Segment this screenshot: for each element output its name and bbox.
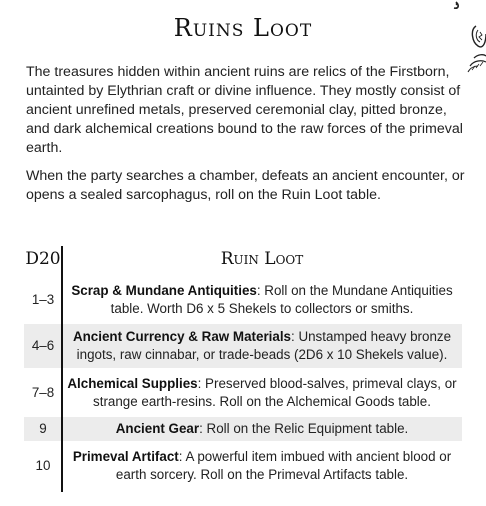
result-cell	[62, 417, 462, 441]
roll-cell: 10	[35, 458, 51, 473]
table-row	[24, 417, 462, 441]
roll-cell: 1–3	[31, 291, 55, 307]
result-name: Ancient Gear	[115, 421, 200, 436]
roll-cell: 9	[39, 421, 47, 436]
intro-text-2: When the party searches a chamber, defeats an ancient encounter, or opens a sealed sarcophagus, roll on the Ruin Loot table.	[26, 168, 465, 203]
result-text: : Unstamped heavy bronze ingots, raw cinnabar, or trade-beads (2D6 x 10 Shekels value).	[76, 329, 452, 362]
result-name: Primeval Artifact	[72, 449, 179, 464]
table-row	[24, 324, 462, 368]
result-text: : Preserved blood-salves, primeval clays, or strange earth-resins. Roll on the Alchemical Goods table.	[93, 375, 457, 409]
ruin-loot-table	[24, 243, 462, 487]
result-name: Scrap & Mundane Antiquities	[71, 282, 257, 298]
header-roll: D20	[25, 249, 61, 269]
result-cell	[62, 325, 462, 367]
header-result: Ruin Loot	[220, 249, 304, 269]
table-header	[24, 243, 462, 275]
result-cell	[62, 372, 462, 414]
table-row	[24, 445, 462, 487]
table-row	[24, 279, 462, 320]
roll-cell: 4–6	[31, 338, 55, 353]
result-name: Ancient Currency & Raw Materials	[72, 329, 291, 344]
intro-paragraph-2	[26, 167, 470, 205]
result-text: : Roll on the Mundane Antiquities table. Worth D6 x 5 Shekels to collectors or smiths.	[110, 282, 453, 316]
result-text: : Roll on the Relic Equipment table.	[199, 421, 409, 436]
result-name: Alchemical Supplies	[67, 375, 198, 391]
table-column-divider	[61, 246, 63, 492]
intro-paragraph-1	[26, 63, 470, 158]
page-title: Ruins Loot	[173, 14, 313, 42]
result-cell	[62, 279, 462, 321]
intro-text-1: The treasures hidden within ancient ruins are relics of the Firstborn, untainted by Elythrian craft or divine influence. They mostly consist of ancient unrefined metals, preserved ceremonial clay, pitted bronze, and dark alchemical creations bound to the raw forces of the primeval earth.	[26, 64, 463, 156]
table-row	[24, 372, 462, 413]
result-cell	[62, 445, 462, 487]
roll-cell: 7–8	[31, 384, 55, 400]
result-text: : A powerful item imbued with ancient blood or earth sorcery. Roll on the Primeval Artifacts table.	[115, 449, 452, 482]
